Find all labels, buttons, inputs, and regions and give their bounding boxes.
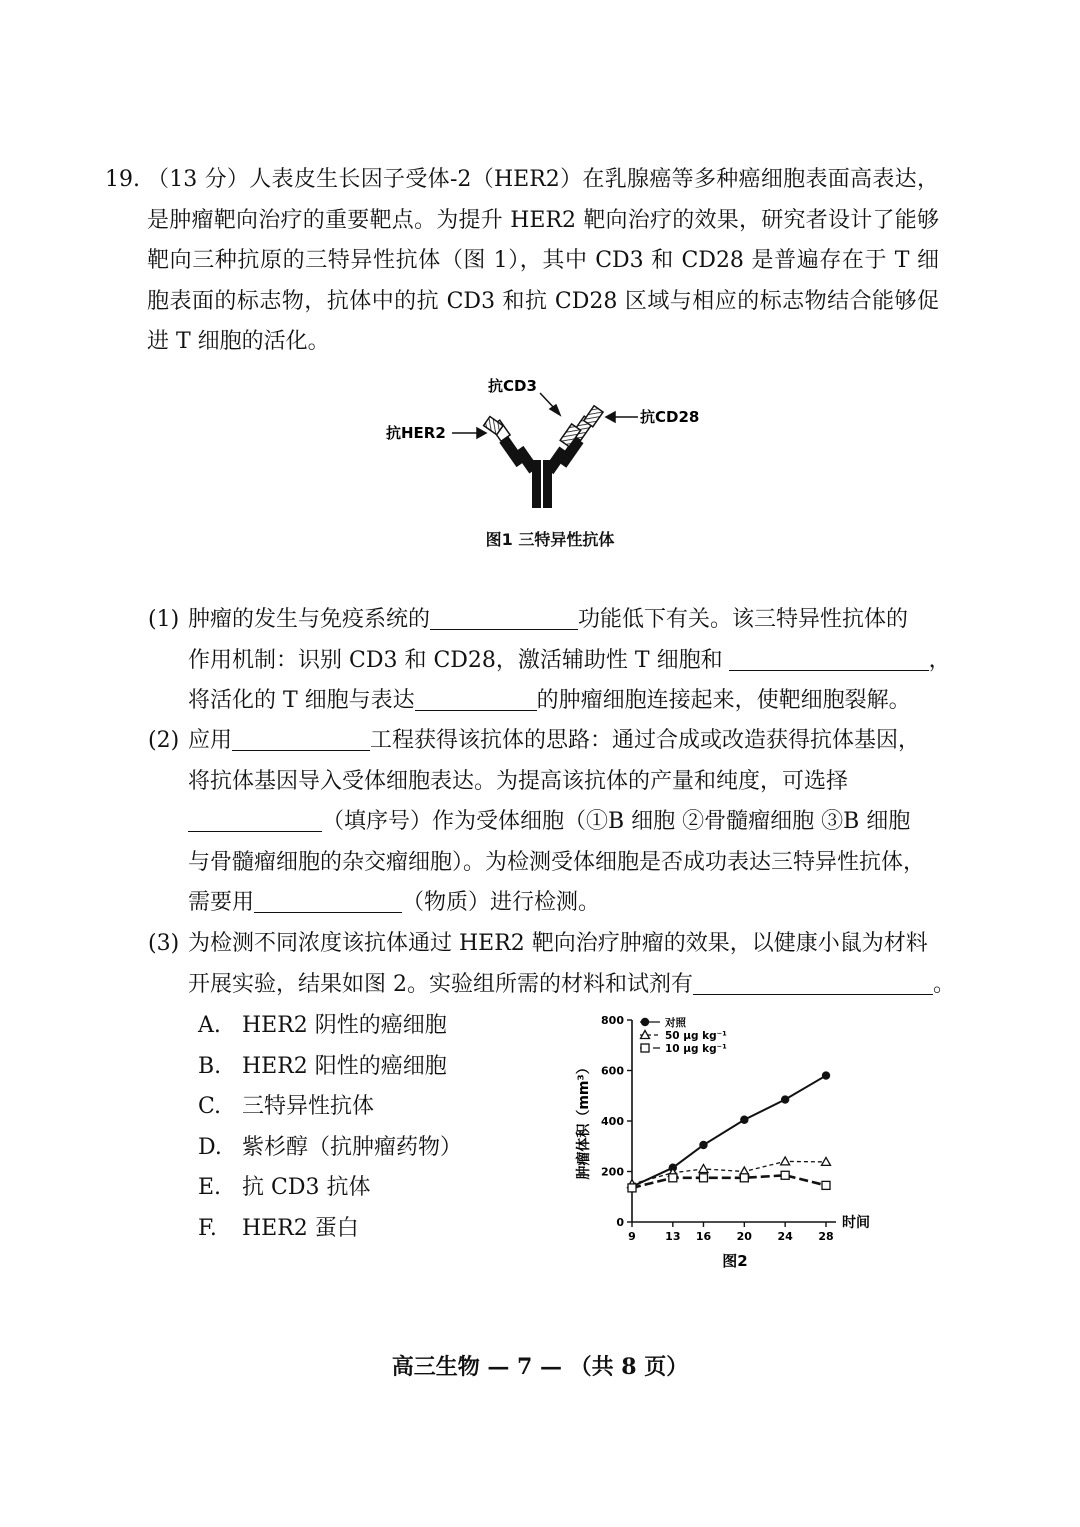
data-point [781, 1157, 790, 1165]
text: 。 [933, 971, 956, 997]
label-anti-her2: 抗HER2 [386, 424, 446, 442]
legend-marker [641, 1044, 649, 1052]
legend-label: 对照 [665, 1017, 686, 1029]
text: ， [928, 647, 951, 673]
label-arrows [452, 393, 638, 438]
y-tick-label: 200 [601, 1165, 624, 1179]
legend-label: 10 μg kg⁻¹ [665, 1043, 727, 1055]
text: 功能低下有关。该三特异性抗体的 [578, 607, 909, 632]
sub2-line5 [188, 883, 938, 924]
sub3-line2 [188, 965, 956, 1006]
option-text: 紫杉醇（抗肿瘤药物） [242, 1134, 463, 1160]
figure-1-caption: 图1 三特异性抗体 [485, 530, 615, 549]
data-point [699, 1141, 707, 1149]
data-point [669, 1174, 677, 1182]
text: 工程获得该抗体的思路：通过合成或改造获得抗体基因， [370, 728, 921, 753]
data-point [740, 1174, 748, 1182]
y-tick-label: 800 [601, 1014, 624, 1027]
text: 应用 [188, 728, 233, 753]
question-stem [147, 160, 939, 363]
x-tick-label: 9 [628, 1230, 636, 1243]
legend-label: 50 μg kg⁻¹ [665, 1030, 727, 1042]
option-letter: A. [198, 1013, 221, 1038]
y-tick-label: 0 [616, 1216, 624, 1229]
answer-blank[interactable] [188, 805, 322, 832]
option-c[interactable] [198, 1087, 538, 1128]
sub1-line1 [188, 600, 938, 641]
figure-2-caption: 图2 [722, 1252, 748, 1270]
option-a[interactable] [198, 1006, 538, 1047]
text: 需要用 [188, 890, 255, 915]
label-anti-cd3: 抗CD3 [488, 377, 537, 395]
sub-number: (3) [148, 931, 180, 956]
answer-blank[interactable] [430, 603, 578, 630]
answer-options [198, 1006, 538, 1249]
option-letter: B. [198, 1053, 222, 1079]
text: 将活化的 T 细胞与表达 [188, 688, 415, 713]
x-tick-label: 20 [736, 1230, 752, 1243]
y-tick-label: 400 [601, 1115, 624, 1128]
option-d[interactable] [198, 1128, 538, 1169]
data-point [628, 1184, 636, 1192]
data-point [781, 1171, 789, 1179]
option-b[interactable] [198, 1047, 538, 1088]
sub-number: (1) [148, 607, 180, 632]
stem-line: 进 T 细胞的活化。 [147, 329, 330, 354]
data-point [822, 1157, 831, 1165]
x-tick-label: 13 [665, 1230, 681, 1243]
sub3-line1: 为检测不同浓度该抗体通过 HER2 靶向治疗肿瘤的效果，以健康小鼠为材料 [188, 931, 928, 956]
x-axis-label: 时间 [842, 1215, 870, 1231]
sub1-line3 [188, 681, 938, 722]
stem-line: 是肿瘤靶向治疗的重要靶点。为提升 HER2 靶向治疗的效果，研究者设计了能够 [147, 207, 939, 233]
x-tick-label: 16 [695, 1230, 712, 1243]
answer-blank[interactable] [729, 644, 929, 671]
option-letter: E. [198, 1175, 222, 1200]
page-footer: 高三生物 — 7 — （共 8 页） [391, 1354, 689, 1380]
chart-series [628, 1071, 831, 1192]
data-point [822, 1071, 830, 1079]
sub1-line2 [188, 641, 951, 682]
text: （填序号）作为受体细胞（①B 细胞 ②骨髓瘤细胞 ③B 细胞 [322, 809, 911, 834]
text: 开展实验，结果如图 2。实验组所需的材料和试剂有 [188, 971, 693, 997]
stem-line: （13 分）人表皮生长因子受体-2（HER2）在乳腺癌等多种癌细胞表面高表达， [147, 167, 939, 192]
sub2-line2: 将抗体基因导入受体细胞表达。为提高该抗体的产量和纯度，可选择 [188, 768, 849, 794]
data-point [699, 1174, 707, 1182]
y-tick-label: 600 [601, 1064, 624, 1078]
option-letter: C. [198, 1094, 222, 1119]
text: （物质）进行检测。 [402, 890, 601, 915]
data-point [699, 1164, 708, 1172]
y-axis-label: 肿瘤体积（mm³） [576, 1060, 592, 1180]
stem-line: 胞表面的标志物，抗体中的抗 CD3 和抗 CD28 区域与相应的标志物结合能够促 [147, 288, 939, 314]
sub2-line1 [188, 721, 938, 762]
sub-number: (2) [148, 728, 180, 753]
figure-2-tumor-volume-chart [568, 1008, 898, 1283]
option-f[interactable] [198, 1209, 538, 1250]
option-text: 抗 CD3 抗体 [242, 1175, 371, 1200]
x-tick-label: 28 [818, 1230, 834, 1243]
option-text: HER2 阴性的癌细胞 [242, 1013, 447, 1038]
answer-blank[interactable] [693, 968, 933, 995]
antibody-right-arm [544, 406, 603, 474]
option-letter: D. [198, 1134, 222, 1160]
sub2-line3 [188, 802, 938, 843]
question-number: 19. [105, 167, 140, 192]
option-text: 三特异性抗体 [242, 1094, 375, 1119]
answer-blank[interactable] [415, 684, 537, 711]
text: 的肿瘤细胞连接起来，使靶细胞裂解。 [536, 688, 911, 713]
option-e[interactable] [198, 1168, 538, 1209]
data-point [781, 1095, 789, 1103]
answer-blank[interactable] [254, 886, 402, 913]
option-letter: F. [198, 1215, 217, 1241]
text: 作用机制：识别 CD3 和 CD28，激活辅助性 T 细胞和 [188, 647, 723, 673]
data-point [740, 1116, 748, 1124]
text: 肿瘤的发生与免疫系统的 [188, 607, 431, 632]
chart-legend [640, 1016, 727, 1055]
sub2-line4: 与骨髓瘤细胞的杂交瘤细胞）。为检测受体细胞是否成功表达三特异性抗体， [188, 849, 926, 875]
legend-marker [641, 1018, 649, 1026]
data-point [822, 1181, 830, 1189]
label-anti-cd28: 抗CD28 [640, 408, 700, 426]
stem-line: 靶向三种抗原的三特异性抗体（图 1），其中 CD3 和 CD28 是普遍存在于 T 细 [147, 248, 939, 273]
option-text: HER2 阳性的癌细胞 [242, 1053, 447, 1079]
answer-blank[interactable] [232, 724, 370, 751]
antibody-left-arm [484, 416, 539, 473]
series-line-2 [632, 1175, 826, 1188]
option-text: HER2 蛋白 [242, 1215, 359, 1241]
x-tick-label: 24 [777, 1230, 793, 1243]
